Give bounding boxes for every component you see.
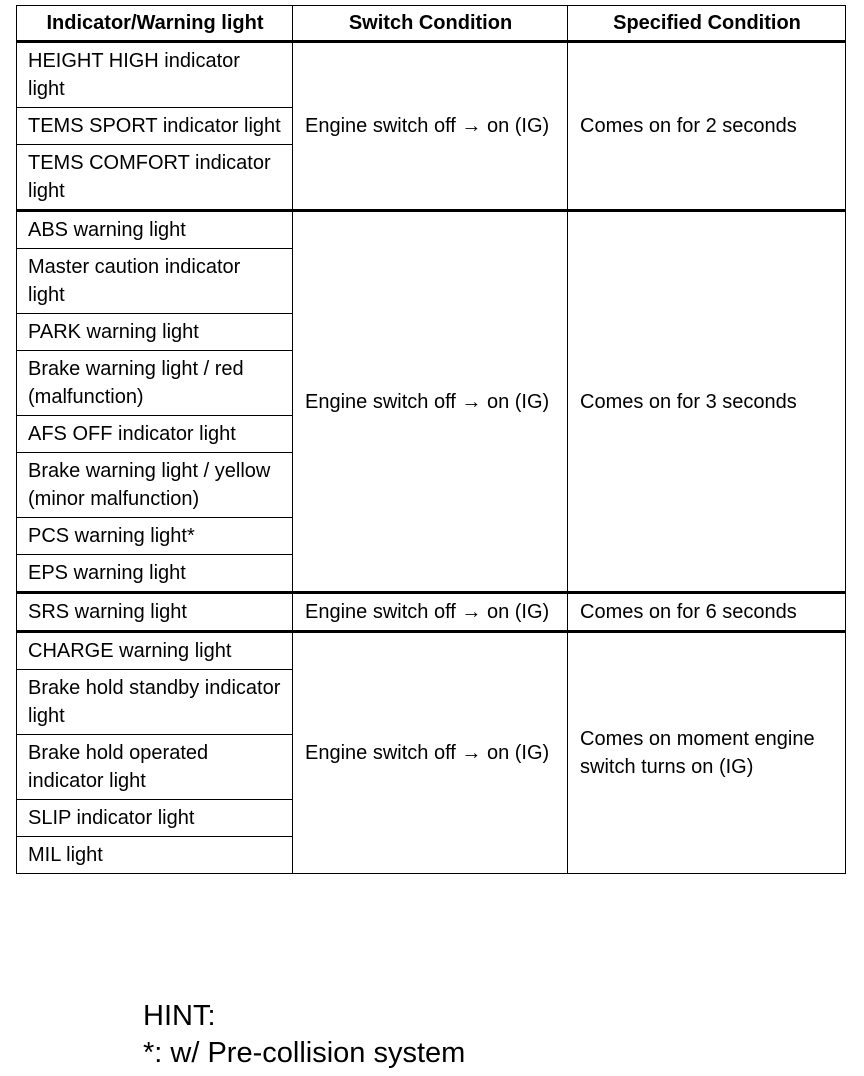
light-name: TEMS SPORT indicator light xyxy=(17,108,293,145)
light-name: ABS warning light xyxy=(17,211,293,249)
header-specified-condition: Specified Condition xyxy=(568,6,846,42)
header-indicator: Indicator/Warning light xyxy=(17,6,293,42)
table-row xyxy=(17,593,846,632)
light-name: HEIGHT HIGH indicator light xyxy=(17,42,293,108)
hint-block xyxy=(143,998,465,1072)
specified-condition: Comes on for 2 seconds xyxy=(568,42,846,211)
light-name: AFS OFF indicator light xyxy=(17,416,293,453)
hint-note: *: w/ Pre-collision system xyxy=(143,1037,466,1069)
table-row xyxy=(17,211,846,249)
table-row xyxy=(17,42,846,108)
header-switch-condition: Switch Condition xyxy=(293,6,568,42)
table-row xyxy=(17,632,846,670)
switch-condition: Engine switch off → on (IG) xyxy=(293,632,568,874)
light-name: TEMS COMFORT indicator light xyxy=(17,145,293,211)
light-name: Brake hold standby indicator light xyxy=(17,670,293,735)
light-name: CHARGE warning light xyxy=(17,632,293,670)
light-name: Brake warning light / yellow (minor malfunction) xyxy=(17,453,293,518)
light-name: MIL light xyxy=(17,837,293,874)
light-name: EPS warning light xyxy=(17,555,293,593)
hint-title: HINT: xyxy=(143,1000,216,1032)
light-name: SLIP indicator light xyxy=(17,800,293,837)
light-name: PCS warning light* xyxy=(17,518,293,555)
light-name: Brake warning light / red (malfunction) xyxy=(17,351,293,416)
switch-condition: Engine switch off → on (IG) xyxy=(293,593,568,632)
specified-condition: Comes on for 3 seconds xyxy=(568,211,846,593)
switch-condition: Engine switch off → on (IG) xyxy=(293,42,568,211)
specified-condition: Comes on moment engine switch turns on (IG) xyxy=(568,632,846,874)
header-row xyxy=(17,6,846,42)
switch-condition: Engine switch off → on (IG) xyxy=(293,211,568,593)
indicator-spec-table xyxy=(16,5,846,874)
specified-condition: Comes on for 6 seconds xyxy=(568,593,846,632)
light-name: PARK warning light xyxy=(17,314,293,351)
light-name: SRS warning light xyxy=(17,593,293,632)
light-name: Brake hold operated indicator light xyxy=(17,735,293,800)
light-name: Master caution indicator light xyxy=(17,249,293,314)
